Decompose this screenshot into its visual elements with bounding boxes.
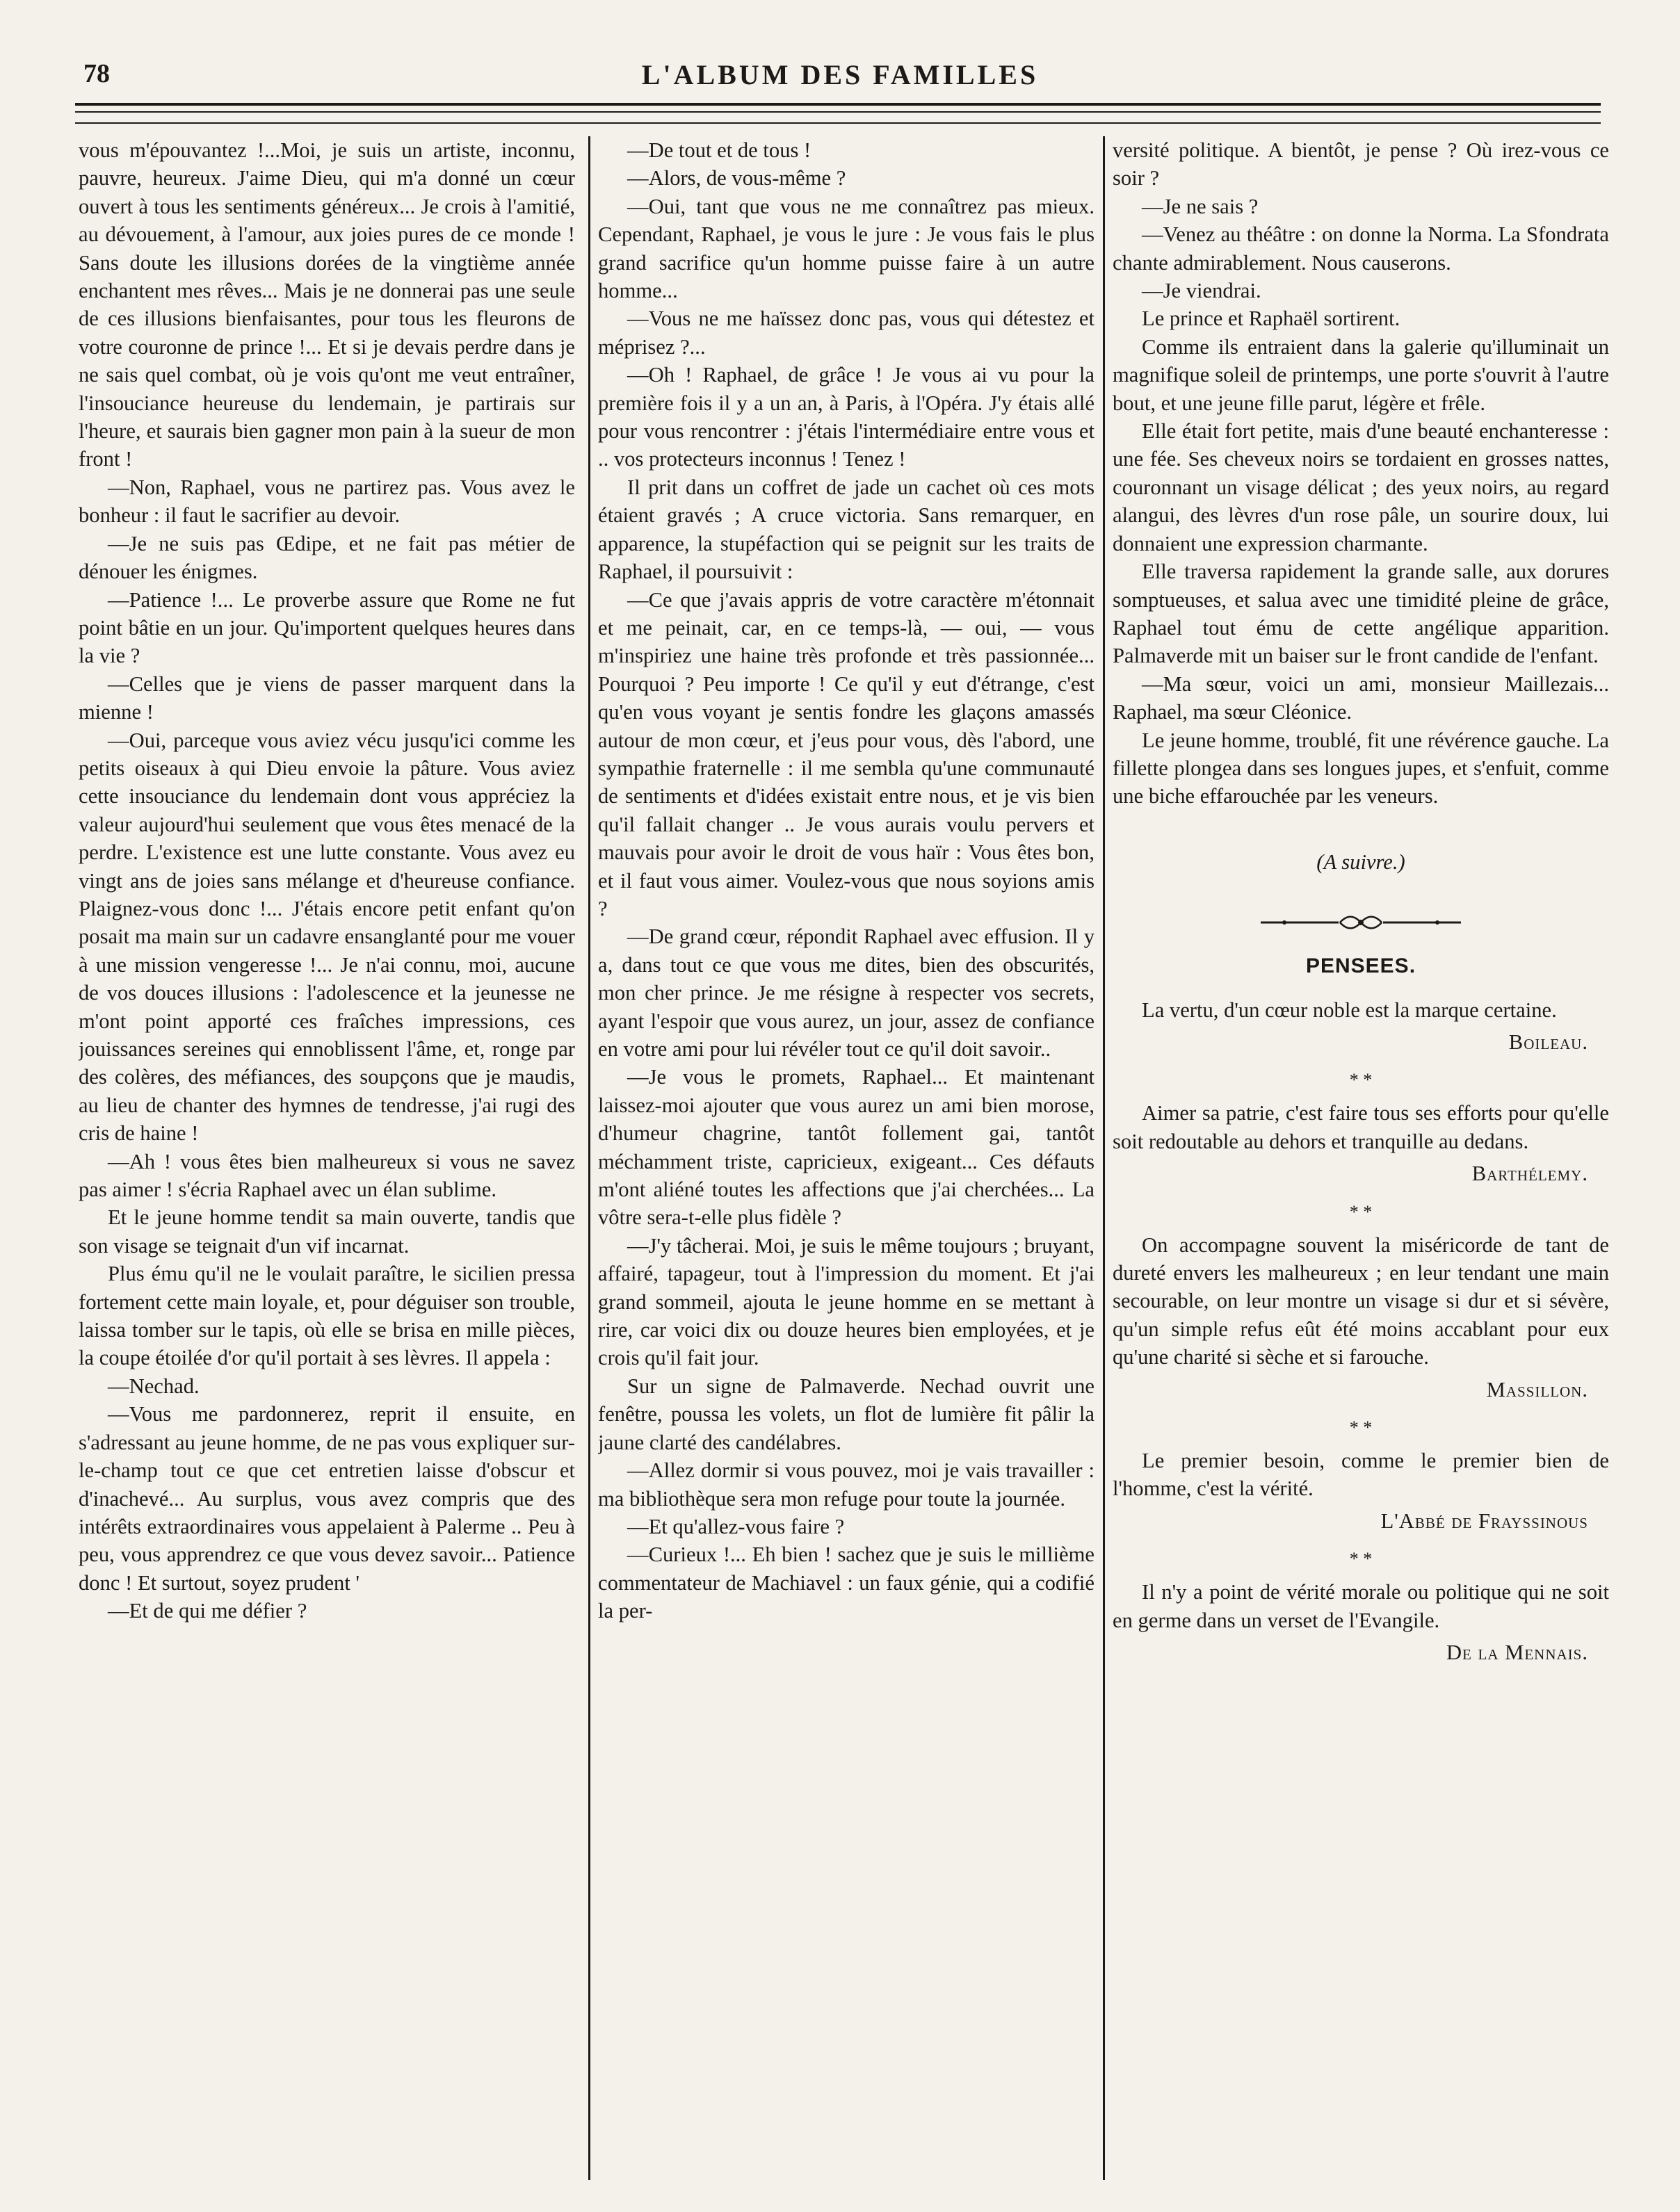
paragraph: —Ah ! vous êtes bien malheureux si vous ne savez pas aimer ! s'écria Raphael avec un élan sublime. bbox=[79, 1149, 575, 1202]
pensee-author: L'Abbé de Frayssinous bbox=[1380, 1508, 1588, 1533]
header-rule bbox=[75, 122, 1601, 124]
paragraph: Elle était fort petite, mais d'une beauté enchanteresse : une fée. Ses cheveux noirs se tordaient en grosses nattes, couronnant un visage délicat ; des yeux noirs, au regard alangui, des lèvres d'un rose pâle, un sourire doux, lui donnaient une expression charmante. bbox=[1113, 419, 1609, 555]
paragraph: Le jeune homme, troublé, fit une révérence gauche. La fillette plongea dans ses longues jupes, et s'enfuit, comme une biche effarouchée par les veneurs. bbox=[1113, 728, 1609, 808]
paragraph: —De tout et de tous ! bbox=[627, 138, 811, 162]
text-column-2 bbox=[598, 136, 1095, 2194]
paragraph: —De grand cœur, répondit Raphael avec effusion. Il y a, dans tout ce que vous me dites, bien des obscurités, mon cher prince. Je me résigne à respecter vos secrets, ayant l'espoir que vous aurez, un jour, assez de confiance en votre ami pour lui révéler tout ce qu'il doit savoir.. bbox=[598, 925, 1095, 1061]
paragraph: —Je viendrai. bbox=[1142, 279, 1261, 303]
paragraph: Sur un signe de Palmaverde. Nechad ouvrit une fenêtre, poussa les volets, un flot de lumière fit pâlir la jaune clarté des candélabres. bbox=[598, 1374, 1095, 1454]
asterism-separator: * * bbox=[1349, 1201, 1373, 1222]
asterism-separator: * * bbox=[1349, 1417, 1373, 1438]
running-head: L'ALBUM DES FAMILLES bbox=[641, 59, 1039, 90]
header-rule bbox=[75, 103, 1601, 106]
paragraph: Et le jeune homme tendit sa main ouverte, tandis que son visage se teignait d'un vif incarnat. bbox=[79, 1205, 575, 1258]
paragraph: —Alors, de vous-même ? bbox=[627, 166, 846, 190]
pensee-quote: La vertu, d'un cœur noble est la marque certaine. bbox=[1142, 998, 1557, 1022]
paragraph: —Et qu'allez-vous faire ? bbox=[627, 1514, 845, 1538]
column-separator bbox=[588, 136, 590, 2180]
text-column-3 bbox=[1113, 136, 1609, 2194]
paragraph: —Je vous le promets, Raphael... Et maintenant laissez-moi ajouter que vous aurez un ami bien morose, d'humeur chagrine, tantôt follement gai, tantôt méchamment triste, capricieux, exigeant... Ces défauts m'ont aliéné toutes les affections que j'ai cherchées... La vôtre sera-t-elle plus fidèle ? bbox=[598, 1065, 1095, 1230]
paragraph: —Celles que je viens de passer marquent dans la mienne ! bbox=[79, 672, 575, 724]
text-column-1 bbox=[79, 136, 575, 2194]
header-rule bbox=[75, 111, 1601, 113]
pensee-author: Barthélemy. bbox=[1471, 1162, 1588, 1186]
column-separator bbox=[1103, 136, 1105, 2180]
to-be-continued: (A suivre.) bbox=[1316, 849, 1405, 874]
paragraph: Le prince et Raphaël sortirent. bbox=[1142, 307, 1400, 331]
paragraph: vous m'épouvantez !...Moi, je suis un artiste, inconnu, pauvre, heureux. J'aime Dieu, qui m'a donné un cœur ouvert à tous les sentiments généreux... Je crois à l'amitié, au dévouement, à l'amour, aux joies pures de ce monde ! Sans doute les illusions dorées de la vingtième année enchantent mes rêves... Mais je ne donnerai pas une seule de ces illusions bienfaisantes, pour tous les fleurons de votre couronne de prince !... Et si je devais perdre dans je ne sais quel combat, où je vois qu'ont me veut entraîner, l'insouciance heureuse du lendemain, je partirais sur l'heure, et saurais bien gagner mon pain à la sueur de mon front ! bbox=[79, 138, 575, 471]
story-paragraphs bbox=[1113, 136, 1609, 811]
pensee-author: De la Mennais. bbox=[1446, 1641, 1588, 1665]
ornament-divider bbox=[1257, 913, 1465, 932]
asterism-separator: * * bbox=[1349, 1070, 1373, 1091]
paragraph: —Vous ne me haïssez donc pas, vous qui détestez et méprisez ?... bbox=[598, 307, 1095, 359]
pensee-author: Boileau. bbox=[1508, 1030, 1588, 1054]
paragraph: Il prit dans un coffret de jade un cachet où ces mots étaient gravés ; A cruce victoria. Sans remarquer, en apparence, la stupéfaction qui se peignit sur les traits de Raphael, il poursuivit : bbox=[598, 475, 1095, 584]
paragraph: —Ce que j'avais appris de votre caractère m'étonnait et me peinait, car, en ce temps-là, — oui, — vous m'inspiriez une haine très profonde et très passionnée... Pourquoi ? Peu importe ! Ce qu'il y eut d'étrange, c'est qu'en vous voyant je sentis fondre les glaçons amassés autour de mon cœur, et j'eus pour vous, dès l'abord, une sympathie fraternelle : il me sembla qu'une communauté de sentiments et d'idées existait entre nous, et je vis bien qu'il fallait changer .. Je vous aurais voulu pervers et mauvais pour avoir le droit de vous haïr : Vous êtes bon, et il faut vous aimer. Voulez-vous que nous soyions amis ? bbox=[598, 587, 1095, 920]
paragraph: —Curieux !... Eh bien ! sachez que je suis le millième commentateur de Machiavel : un faux génie, qui a codifié la per- bbox=[598, 1543, 1095, 1623]
paragraph: Plus ému qu'il ne le voulait paraître, le sicilien pressa fortement cette main loyale, et, pour déguiser son trouble, laissa tomber sur le tapis, où elle se brisa en mille pièces, la coupe étoilée d'or qu'il portait à ses lèvres. Il appela : bbox=[79, 1262, 575, 1370]
paragraph: Comme ils entraient dans la galerie qu'illuminait un magnifique soleil de printemps, une porte s'ouvrit à l'autre bout, et une jeune fille parut, légère et frêle. bbox=[1113, 334, 1609, 415]
paragraph: —Oui, parceque vous aviez vécu jusqu'ici comme les petits oiseaux à qui Dieu envoie la pâture. Vous aviez cette insouciance du lendemain dont vous appréciez la valeur aujourd'hui seulement que vous êtes menacé de la perdre. L'existence est une lutte constante. Vous avez eu vingt ans de joies sans mélange et d'heureuse confiance. Plaignez-vous donc !... J'étais encore petit enfant qu'on posait ma main sur un cadavre ensanglanté pour me vouer à une mission vengeresse !... Je n'ai connu, moi, aucune de vos douces illusions : l'adolescence et la jeunesse ne m'ont point apporté ces fraîches impressions, ces jouissances sereines qui ennoblissent l'âme, et, ronge par des colères, des méfiances, des soupçons que je maudis, au lieu de chanter des hymnes de tendresse, j'ai rugi des cris de haine ! bbox=[79, 728, 575, 1146]
paragraph: —Patience !... Le proverbe assure que Rome ne fut point bâtie en un jour. Qu'importent quelques heures dans la vie ? bbox=[79, 587, 575, 668]
paragraph: versité politique. A bientôt, je pense ? Où irez-vous ce soir ? bbox=[1113, 138, 1609, 190]
paragraph: —Non, Raphael, vous ne partirez pas. Vous avez le bonheur : il faut le sacrifier au devoir. bbox=[79, 475, 575, 528]
pensee-author: Massillon. bbox=[1486, 1377, 1588, 1401]
pensee-quote: Aimer sa patrie, c'est faire tous ses efforts pour qu'elle soit redoutable au dehors et tranquille au dedans. bbox=[1113, 1101, 1609, 1153]
paragraph: —Et de qui me défier ? bbox=[108, 1599, 307, 1623]
paragraph: —Je ne suis pas Œdipe, et ne fait pas métier de dénouer les énigmes. bbox=[79, 531, 575, 584]
paragraph: —Oh ! Raphael, de grâce ! Je vous ai vu pour la première fois il y a un an, à Paris, à l'Opéra. J'y étais allé pour vous rencontrer : j'étais l'intermédiaire entre vous et .. vos protecteurs inconnus ! Tenez ! bbox=[598, 363, 1095, 471]
paragraph: —Je ne sais ? bbox=[1142, 194, 1259, 218]
paragraph: —Venez au théâtre : on donne la Norma. La Sfondrata chante admirablement. Nous causerons. bbox=[1113, 222, 1609, 275]
paragraph: —Vous me pardonnerez, reprit il ensuite, en s'adressant au jeune homme, de ne pas vous expliquer sur-le-champ tout ce que cet entretien laisse d'obscur et d'inachevé... Au surplus, vous avez compris que des intérêts extraordinaires vous appelaient à Palerme .. Peu à peu, vous apprendrez ce que vous devez savoir... Patience donc ! Et surtout, soyez prudent ' bbox=[79, 1402, 575, 1595]
paragraph: —Nechad. bbox=[108, 1374, 200, 1398]
asterism-separator: * * bbox=[1349, 1549, 1373, 1570]
paragraph: —Allez dormir si vous pouvez, moi je vais travailler : ma bibliothèque sera mon refuge pour toute la journée. bbox=[598, 1458, 1095, 1511]
pensee-quote: Il n'y a point de vérité morale ou politique qui ne soit en germe dans un verset de l'Evangile. bbox=[1113, 1580, 1609, 1632]
paragraph: —Ma sœur, voici un ami, monsieur Maillezais... Raphael, ma sœur Cléonice. bbox=[1113, 672, 1609, 724]
paragraph: Elle traversa rapidement la grande salle, aux dorures somptueuses, et salua avec une timidité pleine de grâce, Raphael tout ému de cette angélique apparition. Palmaverde mit un baiser sur le front candide de l'enfant. bbox=[1113, 560, 1609, 668]
paragraph: —J'y tâcherai. Moi, je suis le même toujours ; bruyant, affairé, tapageur, tout à l'impression du moment. Et j'ai grand sommeil, ajouta le jeune homme en se mettant à rire, car voici dix ou douze heures bien employées, et je crois qu'il fait jour. bbox=[598, 1233, 1095, 1370]
pensee-quote: Le premier besoin, comme le premier bien de l'homme, c'est la vérité. bbox=[1113, 1449, 1609, 1501]
paragraph: —Oui, tant que vous ne me connaîtrez pas mieux. Cependant, Raphael, je vous le jure : Je vous fais le plus grand sacrifice qu'un homme puisse faire à un autre homme... bbox=[598, 194, 1095, 303]
pensee-quote: On accompagne souvent la miséricorde de tant de dureté envers les malheureux ; en leur tendant une main secourable, on leur montre un visage si dur et si sévère, qu'un simple refus eût été moins accablant pour eux qu'une charité si sèche et si farouche. bbox=[1113, 1233, 1609, 1369]
page-number: 78 bbox=[83, 59, 110, 88]
pensees-list bbox=[1113, 996, 1609, 1667]
pensees-title: PENSEES. bbox=[1305, 954, 1416, 978]
